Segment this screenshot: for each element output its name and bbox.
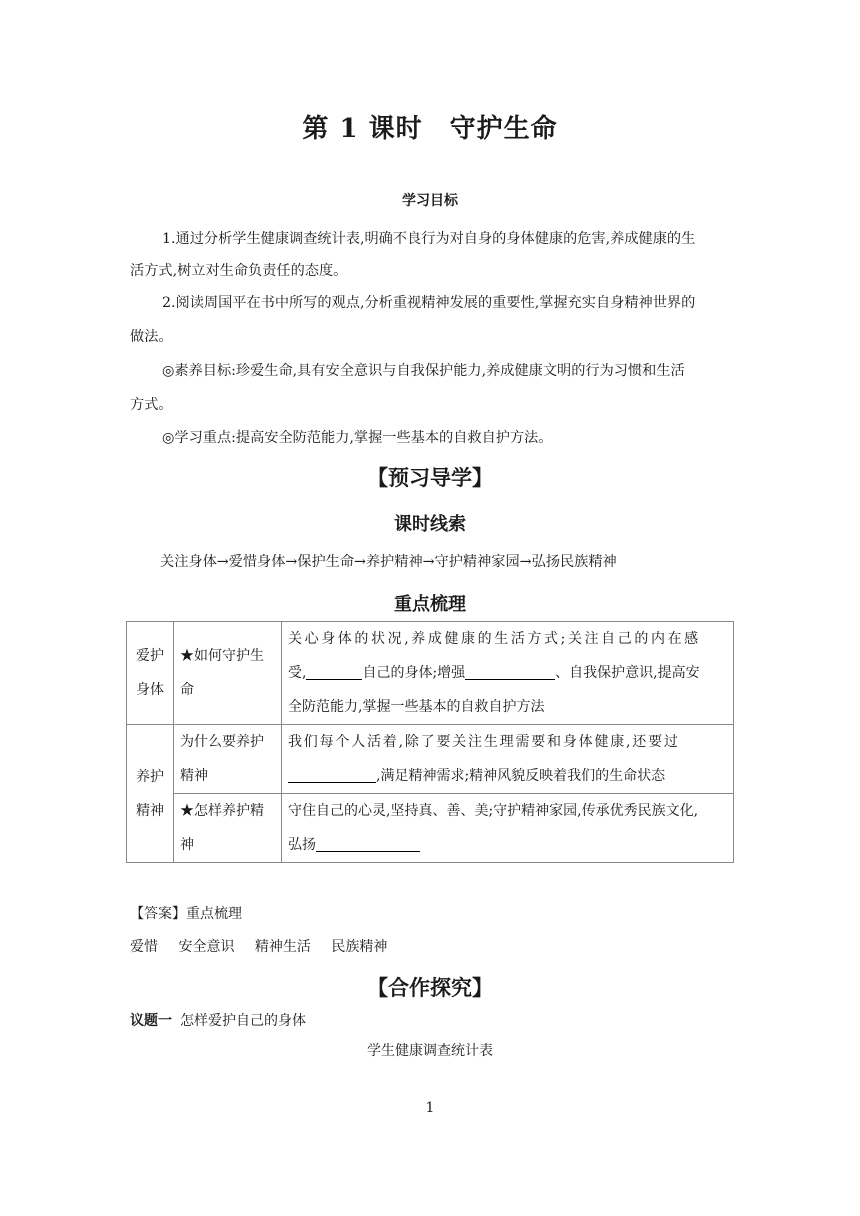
category-cell (127, 725, 174, 863)
fill-blank[interactable] (465, 665, 555, 680)
answer-text: 受, (288, 665, 307, 681)
answer-line: 我们每个人活着,除了要关注生理需要和身体健康,还要过 (288, 734, 680, 750)
answer-line: 全防范能力,掌握一些基本的自救自护方法 (288, 699, 545, 715)
cooperation-heading: 【合作探究】 (367, 976, 493, 1000)
topic-label: 议题一 (130, 1013, 172, 1029)
goal-2-line-2: 做法。 (130, 329, 173, 345)
question-line: 命 (180, 682, 194, 698)
table-row (127, 794, 734, 863)
question-line: 为什么要养护 (180, 734, 264, 750)
answer-line: 关心身体的状况,养成健康的生活方式;关注自己的内在感 (288, 631, 701, 647)
clue-heading: 课时线索 (394, 514, 466, 535)
category-line: 精神 (136, 802, 164, 819)
table-caption: 学生健康调查统计表 (367, 1043, 493, 1059)
answer-text: ,满足精神需求;精神风貌反映着我们的生命状态 (376, 768, 666, 784)
preview-heading: 【预习导学】 (367, 466, 493, 490)
answer-line: 守住自己的心灵,坚持真、善、美;守护精神家园,传承优秀民族文化, (288, 803, 699, 819)
answer-text: 弘扬 (288, 837, 316, 853)
question-cell (174, 725, 282, 794)
category-cell (127, 622, 174, 725)
fill-blank[interactable] (316, 837, 420, 852)
category-line: 身体 (136, 682, 164, 698)
answer-item: 精神生活 (254, 939, 311, 955)
answer-text: 、自我保护意识,提高安 (555, 665, 700, 681)
key-point: ◎学习重点:提高安全防范能力,掌握一些基本的自救自护方法。 (162, 430, 553, 446)
key-points-table (126, 621, 734, 863)
answer-cell (282, 622, 734, 725)
goal-1-line-1: 1.通过分析学生健康调查统计表,明确不良行为对自身的身体健康的危害,养成健康的生 (162, 231, 696, 247)
question-line: ★如何守护生 (180, 648, 264, 664)
question-line: 神 (180, 837, 194, 853)
answer-list (130, 936, 403, 956)
topic-line (130, 1010, 306, 1030)
answer-cell (282, 725, 734, 794)
literacy-goal-line-1: ◎素养目标:珍爱生命,具有安全意识与自我保护能力,养成健康文明的行为习惯和生活 (162, 363, 685, 379)
answer-line (288, 656, 727, 690)
literacy-goal-line-2: 方式。 (130, 397, 173, 413)
page-number: 1 (425, 1100, 435, 1116)
question-cell (174, 622, 282, 725)
answer-cell (282, 794, 734, 863)
topic-text: 怎样爱护自己的身体 (180, 1013, 306, 1029)
goals-heading: 学习目标 (402, 193, 458, 209)
key-heading: 重点梳理 (394, 594, 466, 615)
table-row (127, 622, 734, 725)
goal-2-line-1: 2.阅读周国平在书中所写的观点,分析重视精神发展的重要性,掌握充实自身精神世界的 (162, 295, 696, 311)
clue-text: 关注身体→爱惜身体→保护生命→养护精神→守护精神家园→弘扬民族精神 (160, 554, 617, 570)
answer-item: 安全意识 (178, 939, 235, 955)
table-row (127, 725, 734, 794)
answer-line (288, 759, 727, 793)
answer-line (288, 828, 727, 862)
answer-item: 民族精神 (331, 939, 388, 955)
question-line: ★怎样养护精 (180, 803, 264, 819)
page-title: 第 1 课时 守护生命 (302, 114, 558, 144)
answer-label: 【答案】重点梳理 (130, 906, 242, 922)
question-line: 精神 (180, 768, 208, 784)
answer-text: 自己的身体;增强 (362, 665, 466, 681)
category-line: 爱护 (136, 648, 164, 664)
answer-item: 爱惜 (130, 939, 158, 955)
question-cell (174, 794, 282, 863)
fill-blank[interactable] (288, 768, 376, 783)
goal-1-line-2: 活方式,树立对生命负责任的态度。 (130, 263, 348, 279)
category-line: 养护 (136, 768, 164, 785)
fill-blank[interactable] (306, 665, 362, 680)
